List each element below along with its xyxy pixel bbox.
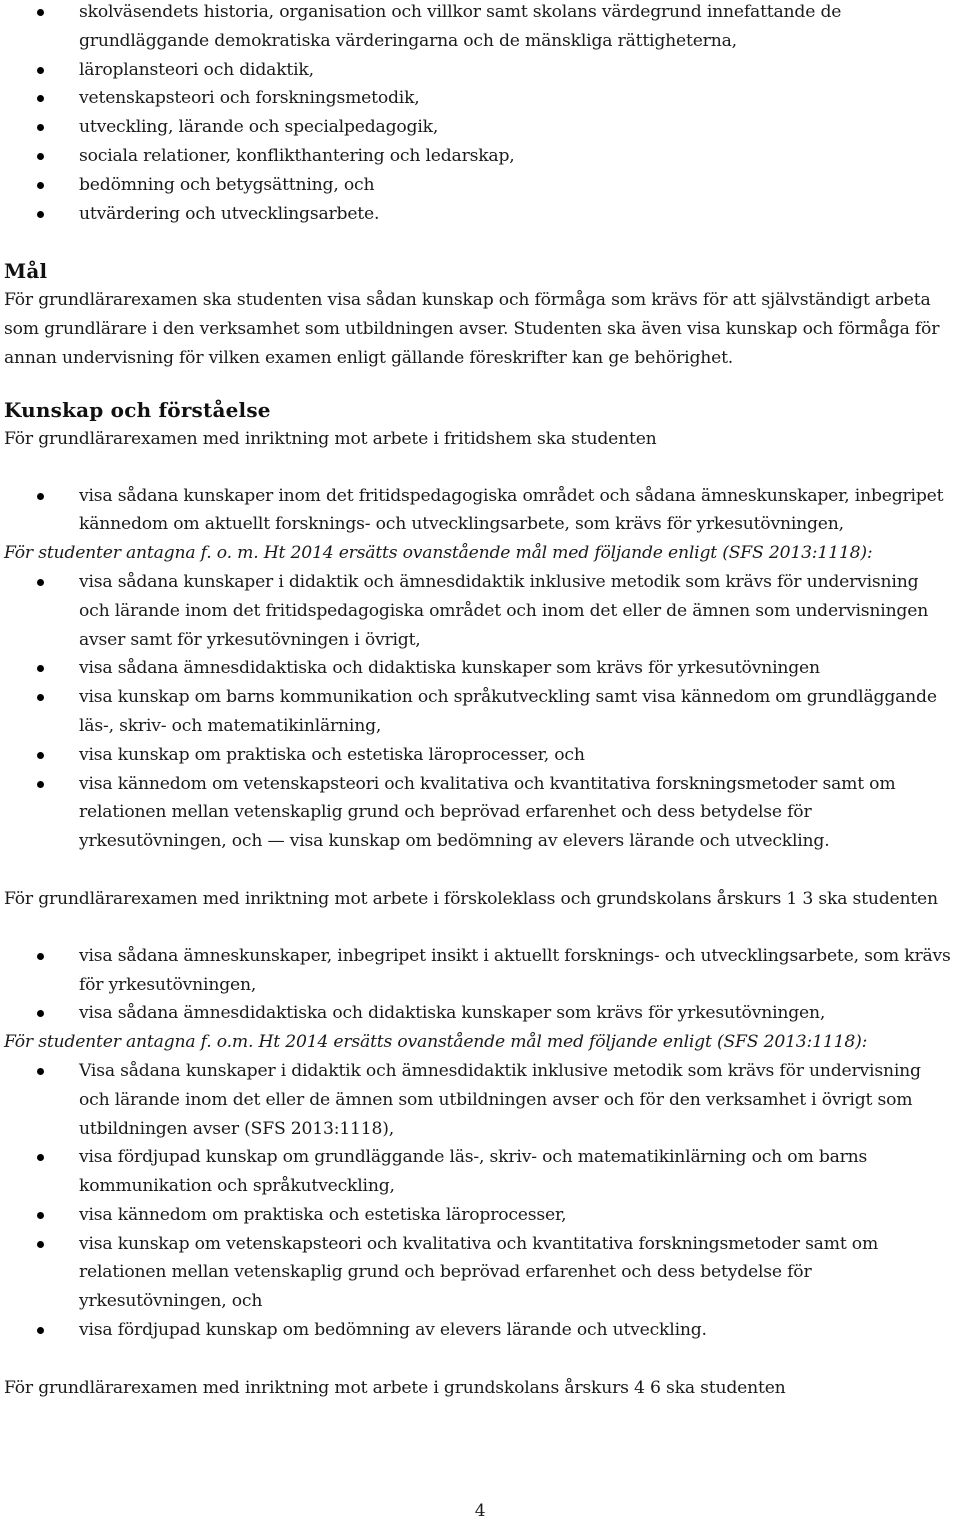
list-item: Visa sådana kunskaper i didaktik och ämnesdidaktik inklusive metodik som krävs för undervisning och lärande inom det eller de ämnen som utbildningen avser och för den verksamhet i övrigt som utbildningen avser (SFS 2013:1118), [0, 1057, 960, 1143]
list-item: visa fördjupad kunskap om bedömning av elevers lärande och utveckling. [0, 1316, 960, 1345]
list-item: läroplansteori och didaktik, [0, 56, 960, 85]
list-item: visa sådana ämnesdidaktiska och didaktiska kunskaper som krävs för yrkesutövningen, [0, 999, 960, 1028]
intro-list [0, 0, 960, 228]
list-item: visa sådana kunskaper inom det fritidspedagogiska området och sådana ämneskunskaper, inbegripet kännedom om aktuellt forsknings- och utvecklingsarbete, som krävs för yrkesutövningen, [0, 482, 960, 540]
list-item: visa kunskap om barns kommunikation och språkutveckling samt visa kännedom om grundläggande läs-, skriv- och matematikinlärning, [0, 683, 960, 741]
fritids-intro: För grundlärarexamen med inriktning mot arbete i fritidshem ska studenten [4, 428, 657, 449]
list-item: visa kunskap om vetenskapsteori och kvalitativa och kvantitativa forskningsmetoder samt om relationen mellan vetenskaplig grund och beprövad erfarenhet och dess betydelse för yrkesutövningen, och [0, 1230, 960, 1316]
list-item: vetenskapsteori och forskningsmetodik, [0, 84, 960, 113]
list-item: visa sådana ämneskunskaper, inbegripet insikt i aktuellt forsknings- och utvecklingsarbete, som krävs för yrkesutövningen, [0, 942, 960, 1000]
list-item: visa kunskap om praktiska och estetiska läroprocesser, och [0, 741, 960, 770]
list-item: visa sådana ämnesdidaktiska och didaktiska kunskaper som krävs för yrkesutövningen [0, 654, 960, 683]
fritids-note: För studenter antagna f. o. m. Ht 2014 ersätts ovanstående mål med följande enligt (SFS 2013:1118): [4, 543, 873, 564]
list-item: sociala relationer, konflikthantering och ledarskap, [0, 142, 960, 171]
f3-note-list [0, 1057, 960, 1345]
list-item: bedömning och betygsättning, och [0, 171, 960, 200]
fritids-list [0, 482, 960, 540]
list-item: visa sådana kunskaper i didaktik och ämnesdidaktik inklusive metodik som krävs för undervisning och lärande inom det fritidspedagogiska området och inom det eller de ämnen som undervisningen avser samt för yrkesutövningen i övrigt, [0, 568, 960, 654]
list-item: visa kännedom om vetenskapsteori och kvalitativa och kvantitativa forskningsmetoder samt om relationen mellan vetenskaplig grund och beprövad erfarenhet och dess betydelse för yrkesutövningen, och — visa kunskap om bedömning av elevers lärande och utveckling. [0, 770, 960, 856]
section-heading-kunskap: Kunskap och förståelse [4, 397, 271, 422]
mal-paragraph: För grundlärarexamen ska studenten visa sådan kunskap och förmåga som krävs för att självständigt arbeta som grundlärare i den verksamhet som utbildningen avser. Studenten ska även visa kunskap och förmåga för annan undervisning för vilken examen enligt gällande föreskrifter kan ge behörighet. [4, 290, 940, 368]
list-item: visa fördjupad kunskap om grundläggande läs-, skriv- och matematikinlärning och om barns kommunikation och språkutveckling, [0, 1143, 960, 1201]
f3-intro: För grundlärarexamen med inriktning mot arbete i förskoleklass och grundskolans årskurs 1 3 ska studenten [4, 888, 938, 909]
f46-intro: För grundlärarexamen med inriktning mot arbete i grundskolans årskurs 4 6 ska studenten [4, 1377, 786, 1398]
list-item: visa kännedom om praktiska och estetiska läroprocesser, [0, 1201, 960, 1230]
fritids-note-list [0, 568, 960, 856]
f3-list [0, 942, 960, 1028]
section-heading-mal: Mål [4, 259, 48, 284]
page-number: 4 [474, 1501, 486, 1521]
f3-note: För studenter antagna f. o.m. Ht 2014 ersätts ovanstående mål med följande enligt (SFS 2013:1118): [4, 1032, 868, 1053]
list-item: utvärdering och utvecklingsarbete. [0, 200, 960, 229]
list-item: skolväsendets historia, organisation och villkor samt skolans värdegrund innefattande de grundläggande demokratiska värderingarna och de mänskliga rättigheterna, [0, 0, 960, 56]
list-item: utveckling, lärande och specialpedagogik, [0, 113, 960, 142]
